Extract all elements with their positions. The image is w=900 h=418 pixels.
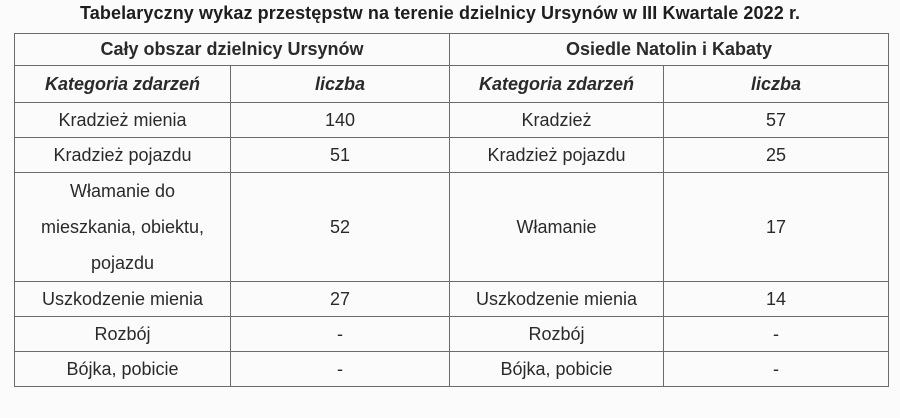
left-category-text: Włamanie do mieszkania, obiektu, pojazdu — [40, 181, 205, 273]
right-count-column-header: liczba — [664, 66, 889, 103]
right-count-cell: - — [664, 352, 889, 387]
left-count-cell: 140 — [231, 103, 450, 138]
table-row — [15, 138, 889, 173]
left-count-cell: - — [231, 317, 450, 352]
left-count-cell: 27 — [231, 282, 450, 317]
table-row — [15, 352, 889, 387]
right-category-cell: Rozbój — [450, 317, 664, 352]
right-count-cell: 57 — [664, 103, 889, 138]
left-count-column-header: liczba — [231, 66, 450, 103]
left-count-cell: 52 — [231, 173, 450, 282]
left-category-cell: Kradzież mienia — [15, 103, 231, 138]
table-row — [15, 173, 889, 282]
right-category-cell: Uszkodzenie mienia — [450, 282, 664, 317]
left-category-cell: Bójka, pobicie — [15, 352, 231, 387]
left-category-cell: Kradzież pojazdu — [15, 138, 231, 173]
column-header-row — [15, 66, 889, 103]
document-title: Tabelaryczny wykaz przestępstw na terenie dzielnicy Ursynów w III Kwartale 2022 r. — [80, 3, 801, 23]
left-category-cell: Rozbój — [15, 317, 231, 352]
right-category-column-header: Kategoria zdarzeń — [450, 66, 664, 103]
left-category-cell — [15, 173, 231, 282]
table-row — [15, 282, 889, 317]
left-count-cell: - — [231, 352, 450, 387]
right-area-header: Osiedle Natolin i Kabaty — [450, 34, 889, 66]
left-count-cell: 51 — [231, 138, 450, 173]
left-category-cell: Uszkodzenie mienia — [15, 282, 231, 317]
right-category-cell: Kradzież — [450, 103, 664, 138]
left-category-column-header: Kategoria zdarzeń — [15, 66, 231, 103]
right-count-cell: - — [664, 317, 889, 352]
crime-table — [14, 33, 889, 387]
right-count-cell: 14 — [664, 282, 889, 317]
right-category-cell: Bójka, pobicie — [450, 352, 664, 387]
table-row — [15, 103, 889, 138]
right-count-cell: 17 — [664, 173, 889, 282]
left-area-header: Cały obszar dzielnicy Ursynów — [15, 34, 450, 66]
table-row — [15, 317, 889, 352]
right-count-cell: 25 — [664, 138, 889, 173]
table-header-row — [15, 34, 889, 66]
right-category-cell: Kradzież pojazdu — [450, 138, 664, 173]
right-category-cell: Włamanie — [450, 173, 664, 282]
